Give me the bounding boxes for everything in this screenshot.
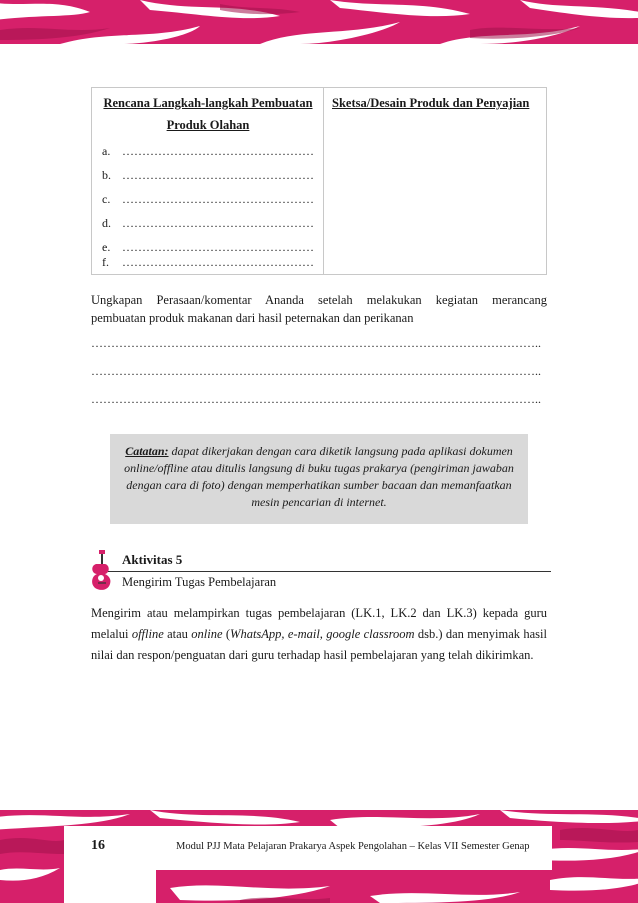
instruction-paragraph — [91, 603, 547, 666]
instruction-text: Mengirim atau melampirkan tugas pembelajaran (LK.1, LK.2 dan LK.3) kepada guru melalui — [91, 606, 547, 641]
activity-subtitle: Mengirim Tugas Pembelajaran — [122, 575, 277, 589]
instruction-text: atau — [163, 627, 192, 641]
sketch-column — [324, 88, 546, 274]
step-blank: ………………………………………… — [122, 168, 314, 182]
step-blank: ………………………………………… — [122, 255, 314, 269]
footer-title: Modul PJJ Mata Pelajaran Prakarya Aspek Pengolahan – Kelas VII Semester Genap — [176, 841, 530, 852]
note-box — [110, 434, 528, 524]
activity-title: Aktivitas 5 — [122, 552, 183, 567]
answer-line-1: ………………………………………………………………………………………………….. — [91, 336, 541, 350]
step-row — [102, 255, 314, 270]
page-number: 16 — [91, 838, 105, 853]
note-label: Catatan: — [125, 444, 169, 458]
steps-design-table — [91, 87, 547, 275]
steps-header-line2: Produk Olahan — [166, 118, 250, 132]
steps-column-header — [92, 92, 324, 136]
step-blank: ………………………………………… — [122, 192, 314, 206]
step-row — [102, 216, 314, 231]
step-label: b. — [102, 168, 111, 182]
footer-left-panel — [64, 826, 156, 903]
step-label: d. — [102, 216, 111, 230]
online-term: online — [191, 627, 223, 641]
step-row — [102, 240, 314, 255]
step-label: c. — [102, 192, 111, 206]
steps-header-line1: Rencana Langkah-langkah Pembuatan — [103, 96, 313, 110]
offline-term: offline — [131, 627, 164, 641]
steps-column — [92, 88, 324, 274]
instruction-text: dsb.) dan menyimak hasil nilai dan respon/penguatan dari guru terhadap hasil pembelajaran yang telah dikirimkan. — [91, 627, 547, 662]
sketch-column-header: Sketsa/Desain Produk dan Penyajian — [332, 96, 530, 110]
apps-list: WhatsApp, e-mail, google classroom — [230, 627, 415, 641]
step-label: a. — [102, 144, 111, 158]
step-label: f. — [102, 255, 109, 269]
activity-divider — [108, 571, 551, 572]
feelings-prompt-line1: Ungkapan Perasaan/komentar Ananda setelah melakukan kegiatan merancang — [91, 293, 547, 307]
feelings-prompt-line2: pembuatan produk makanan dari hasil peternakan dan perikanan — [91, 311, 414, 325]
step-blank: ………………………………………… — [122, 240, 314, 254]
note-text: dapat dikerjakan dengan cara diketik langsung pada aplikasi dokumen online/offline atau ditulis langsung di buku tugas prakarya (pengiriman jawaban dengan cara di foto) dengan memperhatikan sumber bacaan dan memanfaatkan mesin pencarian di internet. — [124, 444, 514, 509]
step-blank: ………………………………………… — [122, 144, 314, 158]
instruction-text: ( — [222, 627, 231, 641]
step-blank: ………………………………………… — [122, 216, 314, 230]
answer-line-2: ………………………………………………………………………………………………….. — [91, 364, 541, 378]
top-decorative-band — [0, 0, 638, 44]
step-row — [102, 144, 314, 159]
answer-line-3: ………………………………………………………………………………………………….. — [91, 392, 541, 406]
step-label: e. — [102, 240, 111, 254]
step-row — [102, 168, 314, 183]
step-row — [102, 192, 314, 207]
